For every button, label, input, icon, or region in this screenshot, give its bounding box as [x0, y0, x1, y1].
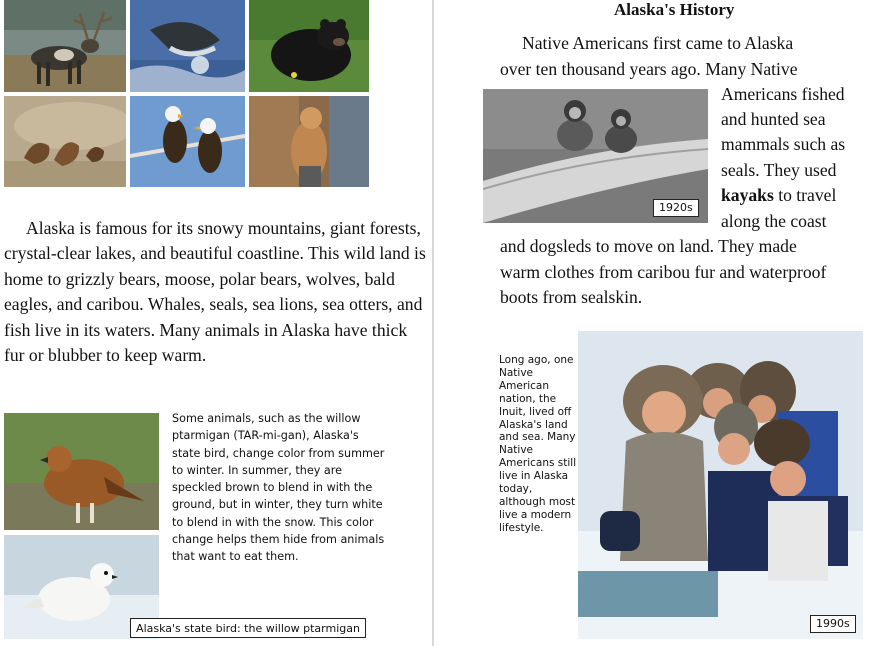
- history-wrap-5-rest: to travel: [773, 185, 837, 205]
- photo-caribou: [4, 0, 126, 92]
- history-wrap-5: [721, 183, 836, 208]
- history-line-2: over ten thousand years ago. Many Native: [500, 59, 798, 79]
- kayaks-bold: kayaks: [721, 185, 774, 205]
- ptarmigan-paragraph: Some animals, such as the willow ptarmigan (TAR-mi-gan), Alaska's state bird, change color from summer to winter. In summer, they are speckled brown to blend in with the ground, but in winter, they turn white to blend in with the snow. This color change helps them hide from animals that want to eat them.: [172, 412, 385, 564]
- history-line-3: and dogsleds to move on land. They made: [500, 236, 797, 256]
- history-wrap-3: mammals such as: [721, 134, 846, 154]
- history-wrap-2: and hunted sea: [721, 109, 826, 129]
- label-1920s: 1920s: [653, 199, 699, 217]
- photo-black-bear: [249, 0, 369, 92]
- inuit-paragraph: Long ago, one Native American nation, the Inuit, lived off Alaska's land and sea. Many Native Americans still live in Alaska today, although most live a modern lifestyle.: [499, 354, 577, 534]
- intro-text: Alaska is famous for its snowy mountains, giant forests, crystal-clear lakes, and beautiful coastline. This wild land is home to grizzly bears, moose, polar bears, wolves, bald eagles, and caribou. Whales, seals, sea lions, sea otters, and fish live in its waters. Many animals in Alaska have thick fur or blubber to keep warm.: [4, 218, 426, 366]
- history-wrap-4: seals. They used: [721, 160, 837, 180]
- page-title: Alaska's History: [614, 0, 735, 19]
- history-line-4: warm clothes from caribou fur and waterproof: [500, 262, 827, 282]
- history-wrap-1: Americans fished: [721, 84, 845, 104]
- history-line-1: Native Americans first came to Alaska: [522, 33, 794, 53]
- label-1990s: 1990s: [810, 615, 856, 633]
- intro-paragraph: [4, 216, 429, 368]
- photo-children-sled-1990s: [578, 331, 863, 639]
- left-page: [0, 0, 433, 646]
- history-line-5: boots from sealskin.: [500, 287, 643, 307]
- photo-whale: [130, 0, 245, 92]
- photo-sea-lions: [4, 96, 126, 187]
- ptarmigan-caption: Alaska's state bird: the willow ptarmigan: [130, 618, 366, 638]
- history-wrap-6: along the coast: [721, 211, 827, 231]
- photo-bald-eagles: [130, 96, 245, 187]
- photo-ptarmigan-summer: [4, 413, 159, 530]
- photo-sea-otter: [249, 96, 369, 187]
